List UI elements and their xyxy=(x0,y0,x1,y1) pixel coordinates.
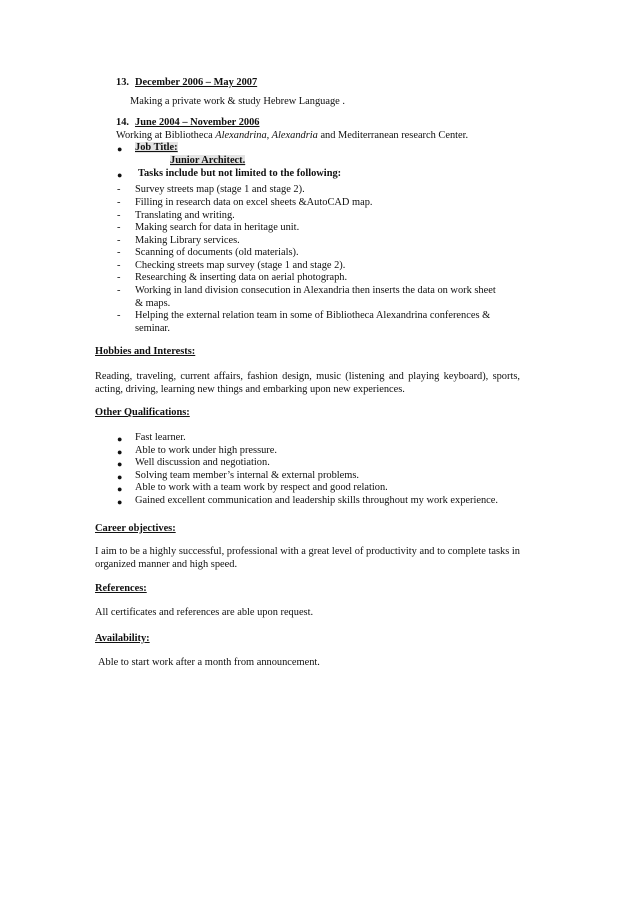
workplace-prefix: Working at Bibliotheca xyxy=(116,130,216,141)
section-13-description: Making a private work & study Hebrew Language . xyxy=(130,96,345,107)
hobbies-heading: Hobbies and Interests: xyxy=(95,346,196,357)
dash-marker: - xyxy=(117,184,121,195)
task-item: Scanning of documents (old materials). xyxy=(135,247,299,258)
bullet-icon: ● xyxy=(117,434,123,444)
references-heading: References: xyxy=(95,583,147,594)
availability-heading: Availability: xyxy=(95,633,150,644)
dash-marker: - xyxy=(117,197,121,208)
qualifications-heading: Other Qualifications: xyxy=(95,407,190,418)
workplace-italic: Alexandrina, Alexandria xyxy=(215,130,318,141)
task-item: Filling in research data on excel sheets &AutoCAD map. xyxy=(135,197,373,208)
section-13-number: 13. xyxy=(116,77,129,88)
hobbies-text: Reading, traveling, current affairs, fashion design, music (listening and playing keyboard), sports, acting, driving, learning new things and embarking upon new experiences. xyxy=(95,371,520,395)
task-item: Making Library services. xyxy=(135,235,240,246)
qualification-item: Well discussion and negotiation. xyxy=(135,457,270,468)
dash-marker: - xyxy=(117,247,121,258)
qualification-item: Able to work under high pressure. xyxy=(135,445,277,456)
bullet-icon: ● xyxy=(117,447,123,457)
task-item: Working in land division consecution in Alexandria then inserts the data on work sheet & maps. xyxy=(135,285,496,309)
task-item: Survey streets map (stage 1 and stage 2). xyxy=(135,184,305,195)
career-heading: Career objectives: xyxy=(95,523,176,534)
dash-marker: - xyxy=(117,235,121,246)
dash-marker: - xyxy=(117,260,121,271)
task-item: Researching & inserting data on aerial photograph. xyxy=(135,272,348,283)
task-item: Translating and writing. xyxy=(135,210,235,221)
dash-marker: - xyxy=(117,272,121,283)
bullet-icon: ● xyxy=(117,472,123,482)
bullet-icon: ● xyxy=(117,484,123,494)
qualification-item: Gained excellent communication and leadership skills throughout my work experience. xyxy=(135,495,498,506)
bullet-icon: ● xyxy=(117,459,123,469)
tasks-heading: Tasks include but not limited to the following: xyxy=(138,168,342,179)
section-14-period: June 2004 – November 2006 xyxy=(135,117,260,128)
dash-marker: - xyxy=(117,285,121,296)
dash-marker: - xyxy=(117,310,121,321)
task-item: Checking streets map survey (stage 1 and stage 2). xyxy=(135,260,346,271)
section-14-workplace xyxy=(116,130,468,143)
qualification-item: Solving team member’s internal & external problems. xyxy=(135,470,360,481)
references-text: All certificates and references are able upon request. xyxy=(95,607,314,618)
job-title-value: Junior Architect. xyxy=(170,155,246,166)
qualification-item: Able to work with a team work by respect and good relation. xyxy=(135,482,388,493)
career-text: I aim to be a highly successful, professional with a great level of productivity and to complete tasks in organized manner and high speed. xyxy=(95,546,520,570)
bullet-icon: ● xyxy=(117,170,123,180)
workplace-suffix: and Mediterranean research Center. xyxy=(317,130,469,141)
section-13-period: December 2006 – May 2007 xyxy=(135,77,258,88)
qualification-item: Fast learner. xyxy=(135,432,186,443)
section-14-number: 14. xyxy=(116,117,129,128)
task-item: Making search for data in heritage unit. xyxy=(135,222,300,233)
dash-marker: - xyxy=(117,210,121,221)
bullet-icon: ● xyxy=(117,144,123,154)
job-title-label: Job Title: xyxy=(135,142,178,153)
availability-text: Able to start work after a month from announcement. xyxy=(98,657,320,668)
bullet-icon: ● xyxy=(117,497,123,507)
dash-marker: - xyxy=(117,222,121,233)
task-item: Helping the external relation team in some of Bibliotheca Alexandrina conferences & seminar. xyxy=(135,310,491,334)
